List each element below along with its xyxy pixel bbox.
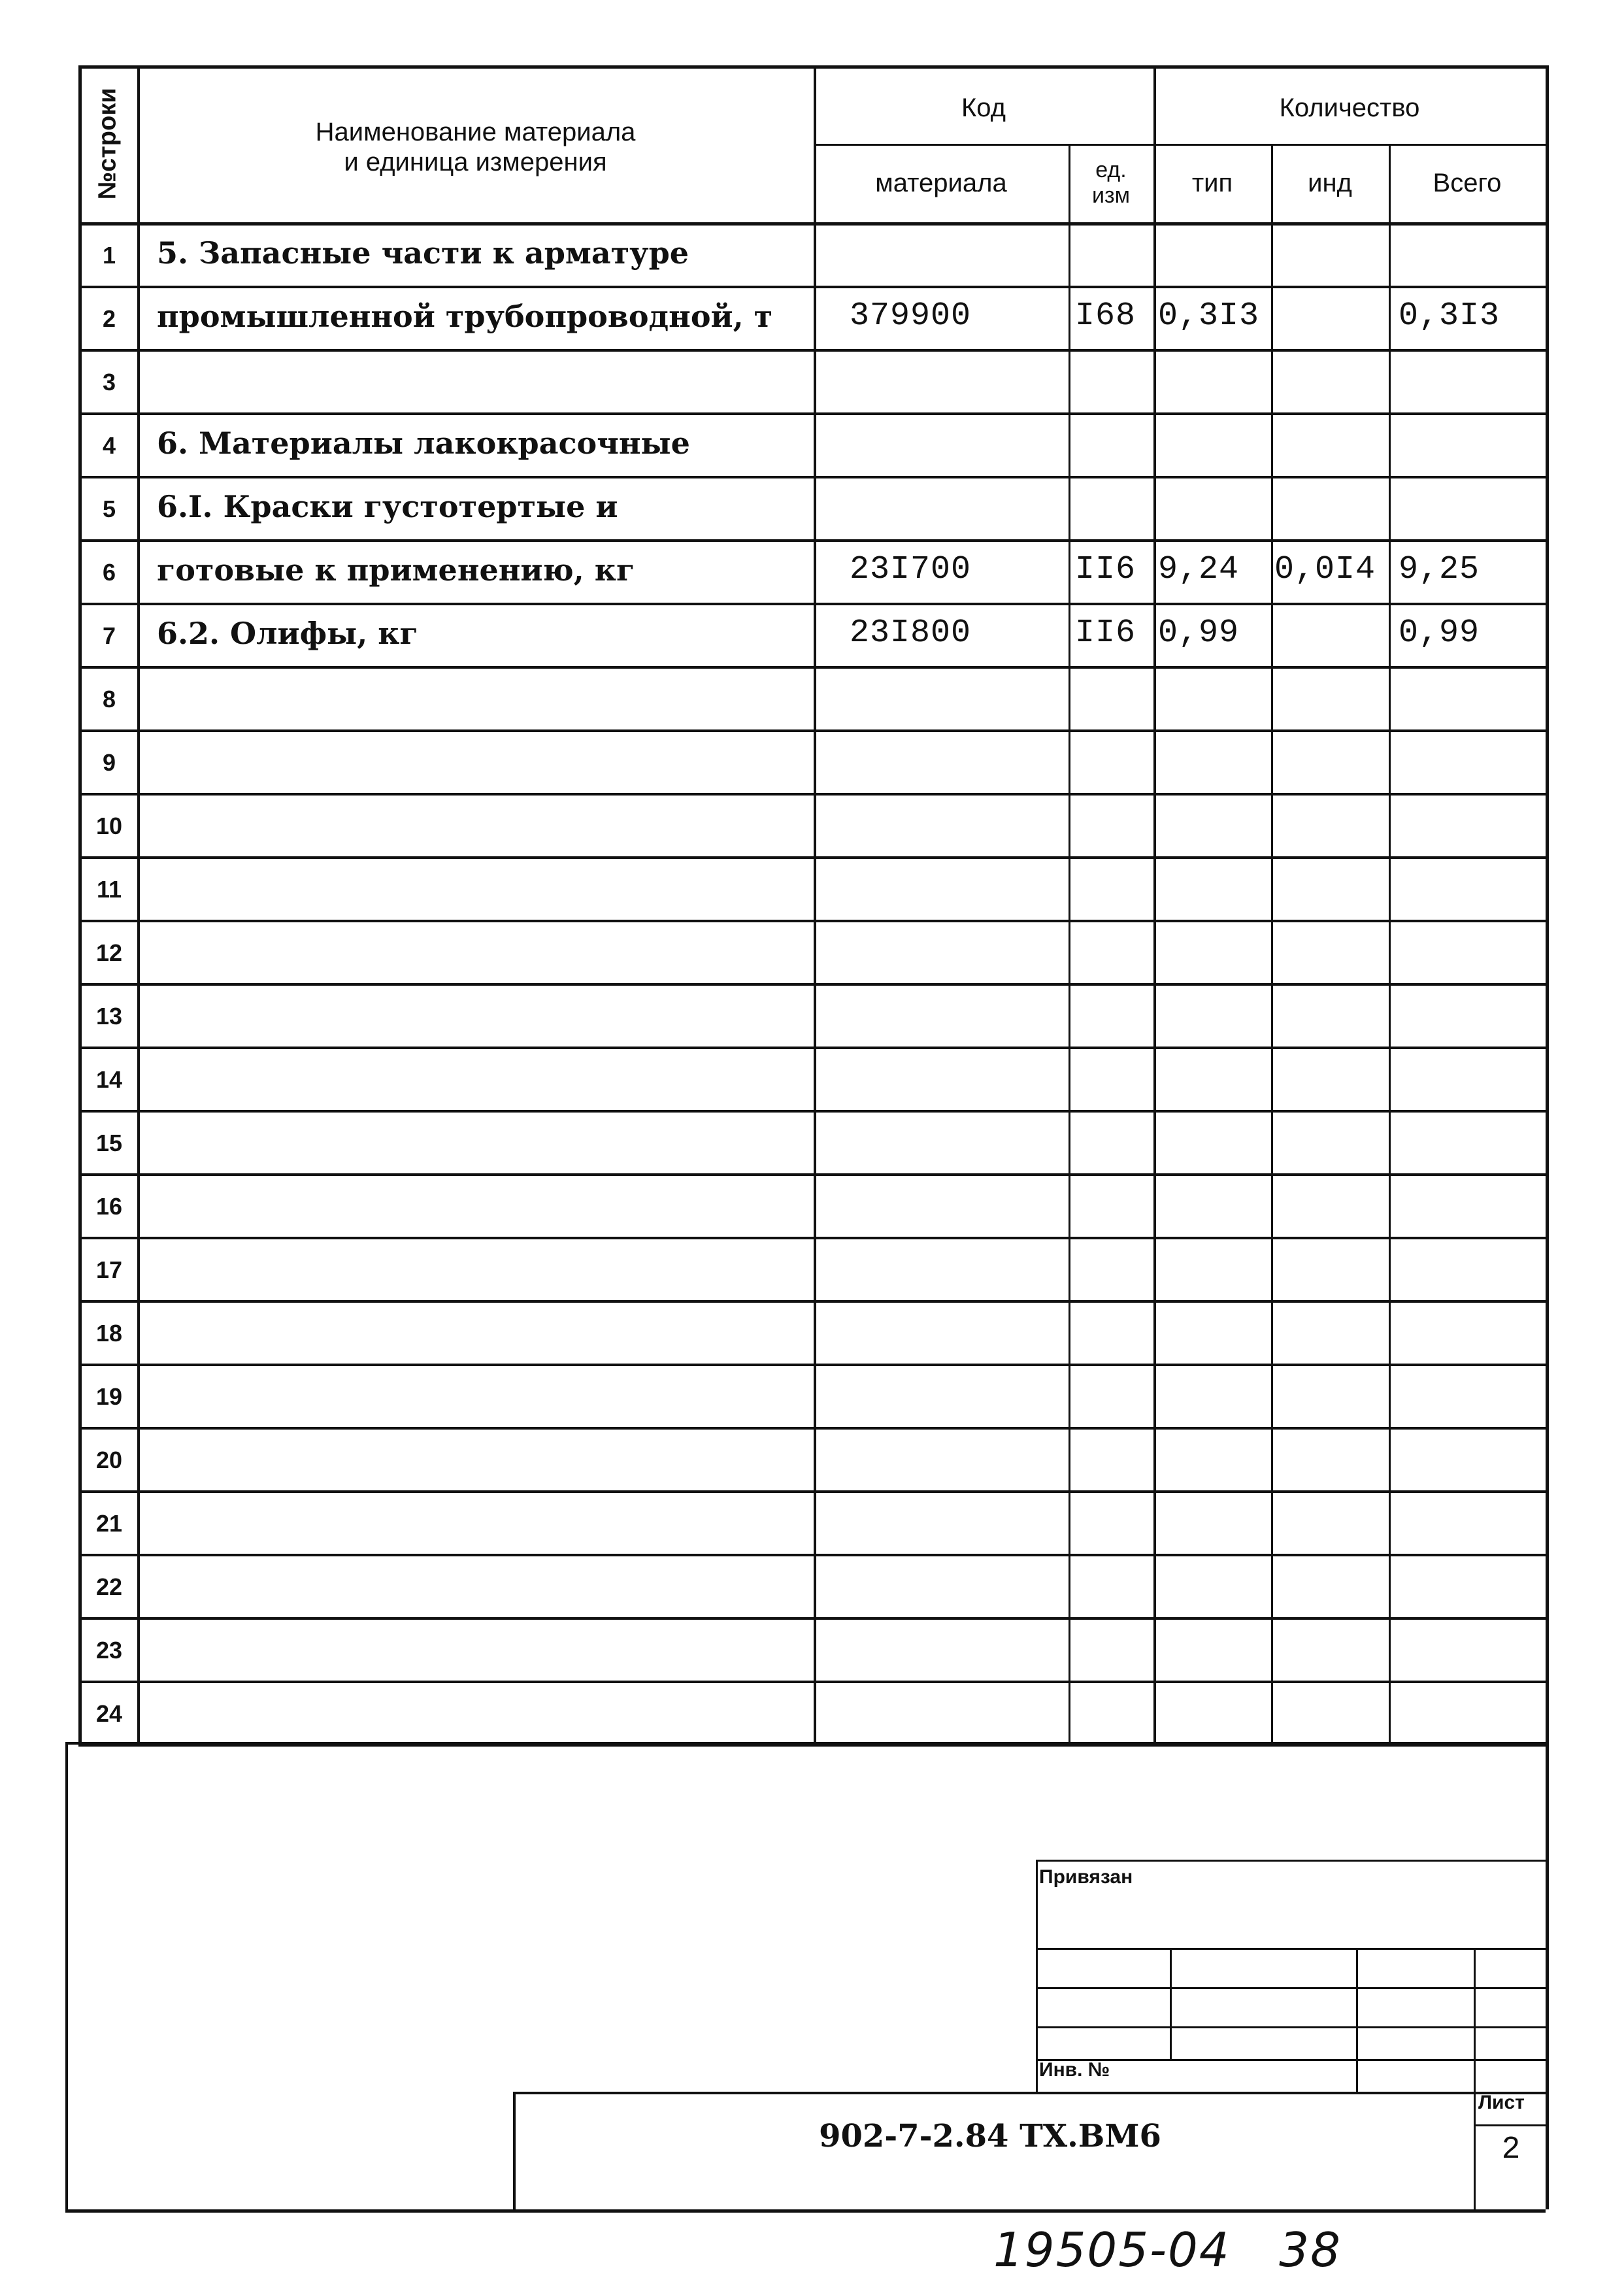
row-divider (78, 412, 1546, 415)
row-number: 8 (102, 686, 116, 712)
code-header: Код (961, 93, 1006, 122)
stamp-title-left (513, 2092, 516, 2209)
row-number: 6 (102, 559, 116, 586)
stamp-line (1036, 2026, 1546, 2028)
unit-code: II6 (1075, 614, 1136, 652)
row-divider (78, 920, 1546, 922)
row-number: 19 (95, 1383, 123, 1410)
sheet-label: Лист (1478, 2092, 1525, 2113)
material-code: 23I700 (850, 551, 972, 588)
row-number: 13 (95, 1003, 123, 1030)
header-subdivider (814, 144, 1546, 146)
row-divider (78, 1173, 1546, 1176)
stamp-line (1356, 1948, 1358, 2092)
table-top-border (78, 65, 1546, 69)
row-divider (78, 1237, 1546, 1239)
material-name: 5. Запасные части к арматуре (157, 235, 689, 271)
material-code-header: материала (875, 169, 1007, 197)
unit-code: I68 (1075, 297, 1136, 335)
quantity-total: 0,3I3 (1399, 297, 1500, 335)
row-divider (78, 349, 1546, 352)
quantity-header: Количество (1279, 93, 1420, 122)
row-number: 16 (95, 1193, 123, 1220)
handwritten-archive-number: 19505-04 38 (993, 2222, 1342, 2277)
row-divider (78, 793, 1546, 796)
row-number-header-label: №строки (93, 88, 122, 200)
material-code: 379900 (850, 297, 972, 335)
material-name-header-line2: и единица измерения (344, 148, 607, 176)
stamp-line (1036, 1860, 1546, 1862)
row-number: 2 (102, 305, 116, 332)
material-name: готовые к применению, кг (157, 552, 635, 588)
row-divider (78, 603, 1546, 605)
row-number-header (78, 65, 137, 222)
material-name: 6.I. Краски густотертые и (157, 489, 618, 524)
material-name-header (137, 98, 814, 196)
unit-header: ед. изм (1092, 157, 1130, 208)
stamp-line (1036, 1987, 1546, 1989)
frame-left-border (65, 1742, 68, 2209)
row-divider (78, 1300, 1546, 1303)
row-number: 24 (95, 1700, 123, 1727)
page-right-border (1546, 65, 1549, 2209)
material-name: 6.2. Олифы, кг (157, 616, 418, 651)
stamp-line (1474, 1948, 1476, 2209)
type-header: тип (1191, 169, 1233, 197)
row-divider (78, 1617, 1546, 1620)
ind-header: инд (1308, 169, 1352, 197)
quantity-total: 9,25 (1399, 551, 1480, 588)
row-divider (78, 983, 1546, 986)
quantity-type: 0,99 (1158, 614, 1240, 652)
sheet-number: 2 (1501, 2132, 1521, 2168)
stamp-line (1036, 2059, 1546, 2061)
total-header: Всего (1433, 169, 1502, 197)
inv-no-label: Инв. № (1039, 2059, 1110, 2081)
frame-bottom-border (65, 2209, 1546, 2213)
unit-code: II6 (1075, 551, 1136, 588)
row-number: 22 (95, 1573, 123, 1600)
row-divider (78, 1490, 1546, 1493)
row-divider (78, 1427, 1546, 1430)
stamp-line (1474, 2124, 1546, 2126)
row-number: 11 (96, 876, 122, 903)
row-number: 17 (95, 1256, 123, 1283)
material-code: 23I800 (850, 614, 972, 652)
attached-label: Привязан (1039, 1866, 1133, 1888)
stamp-title-top (513, 2092, 1546, 2094)
row-number: 10 (95, 812, 123, 839)
row-number: 23 (95, 1637, 123, 1664)
column-divider (1069, 144, 1070, 1744)
column-divider (1153, 65, 1156, 1744)
stamp-line (1036, 1948, 1546, 1950)
row-divider (78, 539, 1546, 542)
quantity-total: 0,99 (1399, 614, 1480, 652)
row-divider (78, 1364, 1546, 1366)
column-divider (1389, 144, 1391, 1744)
quantity-ind: 0,0I4 (1274, 551, 1376, 588)
row-number: 7 (102, 622, 116, 649)
header-bottom-border (78, 222, 1546, 226)
row-divider (78, 666, 1546, 669)
row-divider (78, 1110, 1546, 1113)
row-number: 1 (102, 242, 116, 269)
quantity-type: 9,24 (1158, 551, 1240, 588)
row-divider (78, 1554, 1546, 1556)
row-divider (78, 476, 1546, 478)
material-name: 6. Материалы лакокрасочные (157, 426, 690, 461)
column-divider (1271, 144, 1273, 1744)
row-number: 4 (102, 432, 116, 459)
row-number: 15 (95, 1130, 123, 1156)
row-divider (78, 729, 1546, 732)
row-number: 3 (102, 369, 116, 395)
row-divider (78, 286, 1546, 288)
stamp-line (1036, 1860, 1038, 2092)
material-name-header-line1: Наименование материала (315, 118, 636, 146)
row-number: 9 (102, 749, 116, 776)
row-number: 12 (95, 939, 123, 966)
row-divider (78, 1681, 1546, 1683)
quantity-type: 0,3I3 (1158, 297, 1260, 335)
document-code: 902-7-2.84 ТХ.ВМ6 (819, 2118, 1161, 2154)
row-divider (78, 856, 1546, 859)
stamp-line (1170, 1948, 1172, 2059)
row-divider (78, 1047, 1546, 1049)
column-divider (814, 65, 816, 1744)
frame-divider (65, 1742, 1546, 1745)
row-number: 18 (95, 1320, 123, 1347)
material-name: промышленной трубопроводной, т (157, 299, 773, 334)
row-number: 21 (95, 1510, 123, 1537)
row-number: 5 (102, 495, 116, 522)
row-number: 20 (95, 1447, 123, 1473)
row-number: 14 (95, 1066, 123, 1093)
